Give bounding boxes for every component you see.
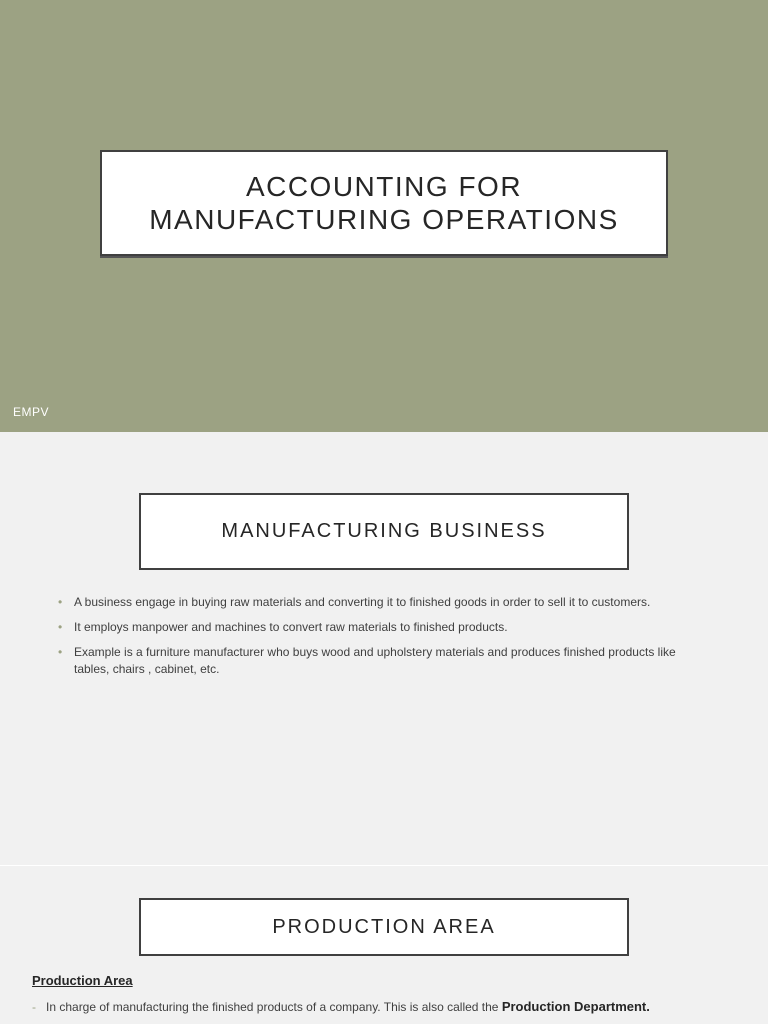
bullet-icon: • [58, 620, 63, 634]
title-box [100, 150, 668, 256]
dash-icon: - [32, 1000, 36, 1014]
list-item [58, 644, 678, 678]
bullet-icon: • [58, 595, 63, 609]
bullet-text: Example is a furniture manufacturer who buys wood and upholstery materials and produces finished products like tables, chairs , cabinet, etc. [74, 645, 676, 676]
bullet-text: A business engage in buying raw materials and converting it to finished goods in order to sell it to customers. [74, 595, 651, 609]
list-item [58, 619, 678, 636]
list-item [58, 594, 678, 611]
production-area-slide [0, 866, 768, 1024]
title-slide [0, 0, 768, 432]
item-text: In charge of manufacturing the finished products of a company. This is also called the [46, 1000, 502, 1014]
slide-title-line-1: ACCOUNTING FOR [245, 171, 523, 202]
section-title: PRODUCTION AREA [272, 915, 496, 938]
manufacturing-business-slide [0, 432, 768, 865]
bullet-text: It employs manpower and machines to convert raw materials to finished products. [74, 620, 508, 634]
item-bold-text: Production Department. [501, 999, 650, 1014]
subheading: Production Area [32, 973, 133, 988]
slide-title-line-2: MANUFACTURING OPERATIONS [149, 204, 619, 235]
bullet-list [58, 594, 678, 686]
author-label: EMPV [13, 405, 50, 419]
bullet-icon: • [58, 645, 63, 659]
list-item [32, 999, 650, 1014]
section-title-box [139, 493, 629, 570]
section-title: MANUFACTURING BUSINESS [221, 520, 547, 542]
section-title-box [139, 898, 629, 956]
